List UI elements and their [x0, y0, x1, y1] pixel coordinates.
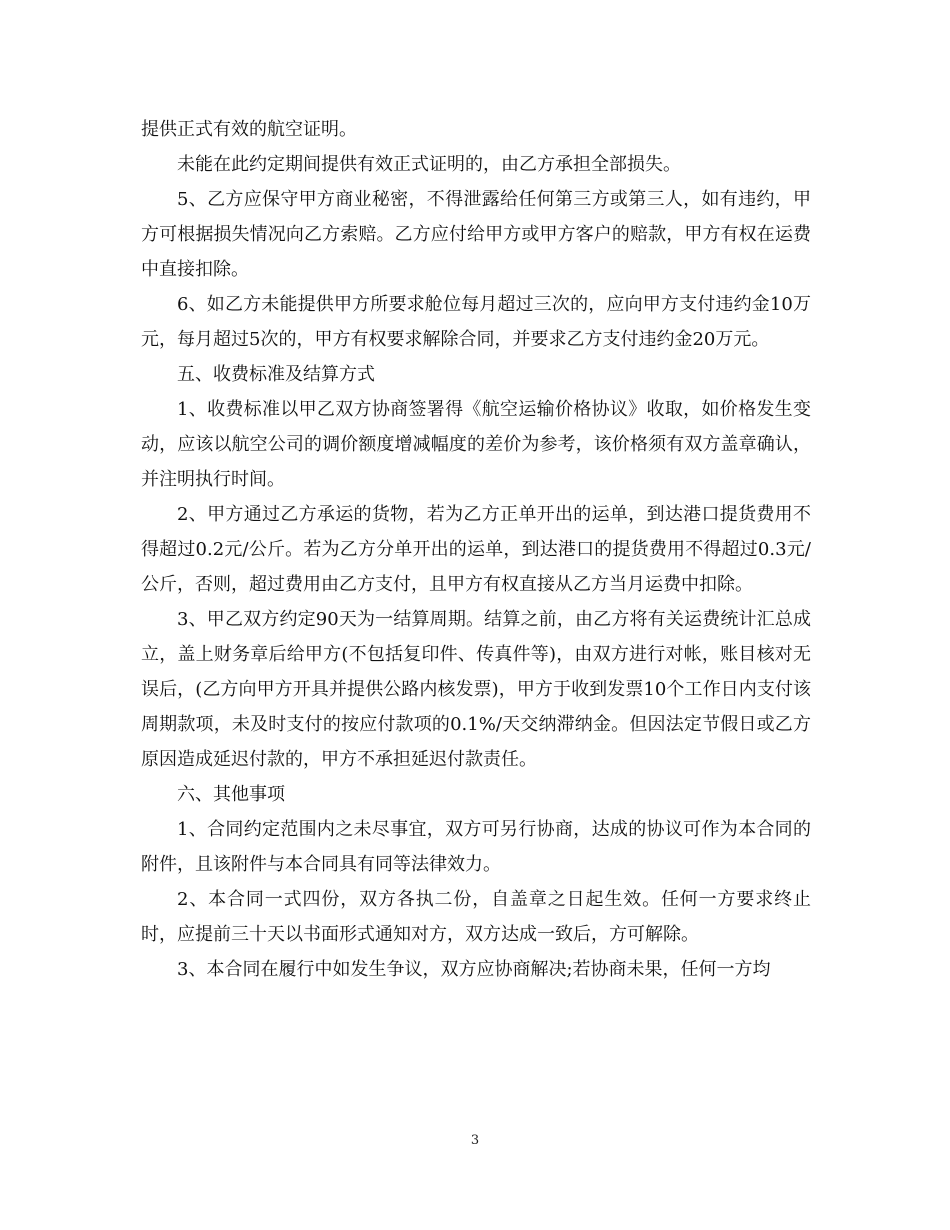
paragraph-8: 3、甲乙双方约定90天为一结算周期。结算之前，由乙方将有关运费统计汇总成立，盖上财务章后给甲方(不包括复印件、传真件等)，由双方进行对帐，账目核对无误后，(乙方向甲方开具并提供公路内核发票)，甲方于收到发票10个工作日内支付该周期款项，未及时支付的按应付款项的0.1%/天交纳滞纳金。但因法定节假日或乙方原因造成延迟付款的，甲方不承担延迟付款责任。: [141, 609, 811, 770]
paragraph-12: 3、本合同在履行中如发生争议，双方应协商解决;若协商未果，任何一方均: [177, 959, 771, 980]
paragraph-10: 1、合同约定范围内之未尽事宜，双方可另行协商，达成的协议可作为本合同的附件，且该附件与本合同具有同等法律效力。: [141, 819, 811, 875]
page-number: 3: [470, 1133, 480, 1148]
paragraph-6: 1、收费标准以甲乙双方协商签署得《航空运输价格协议》收取，如价格发生变动，应该以航空公司的调价额度增减幅度的差价为参考，该价格须有双方盖章确认，并注明执行时间。: [141, 399, 811, 490]
section-heading-5: 五、收费标准及结算方式: [177, 364, 375, 385]
paragraph-4: 6、如乙方未能提供甲方所要求舱位每月超过三次的，应向甲方支付违约金10万元，每月超过5次的，甲方有权要求解除合同，并要求乙方支付违约金20万元。: [141, 294, 811, 350]
document-body: [141, 112, 811, 987]
section-heading-6: 六、其他事项: [177, 784, 285, 805]
paragraph-7: 2、甲方通过乙方承运的货物，若为乙方正单开出的运单，到达港口提货费用不得超过0.2元/公斤。若为乙方分单开出的运单，到达港口的提货费用不得超过0.3元/公斤，否则，超过费用由乙方支付，且甲方有权直接从乙方当月运费中扣除。: [141, 504, 811, 595]
paragraph-1: 提供正式有效的航空证明。: [141, 119, 357, 140]
paragraph-2: 未能在此约定期间提供有效正式证明的，由乙方承担全部损失。: [177, 154, 681, 175]
paragraph-3: 5、乙方应保守甲方商业秘密，不得泄露给任何第三方或第三人，如有违约，甲方可根据损失情况向乙方索赔。乙方应付给甲方或甲方客户的赔款，甲方有权在运费中直接扣除。: [141, 189, 811, 280]
paragraph-11: 2、本合同一式四份，双方各执二份，自盖章之日起生效。任何一方要求终止时，应提前三十天以书面形式通知对方，双方达成一致后，方可解除。: [141, 889, 811, 945]
